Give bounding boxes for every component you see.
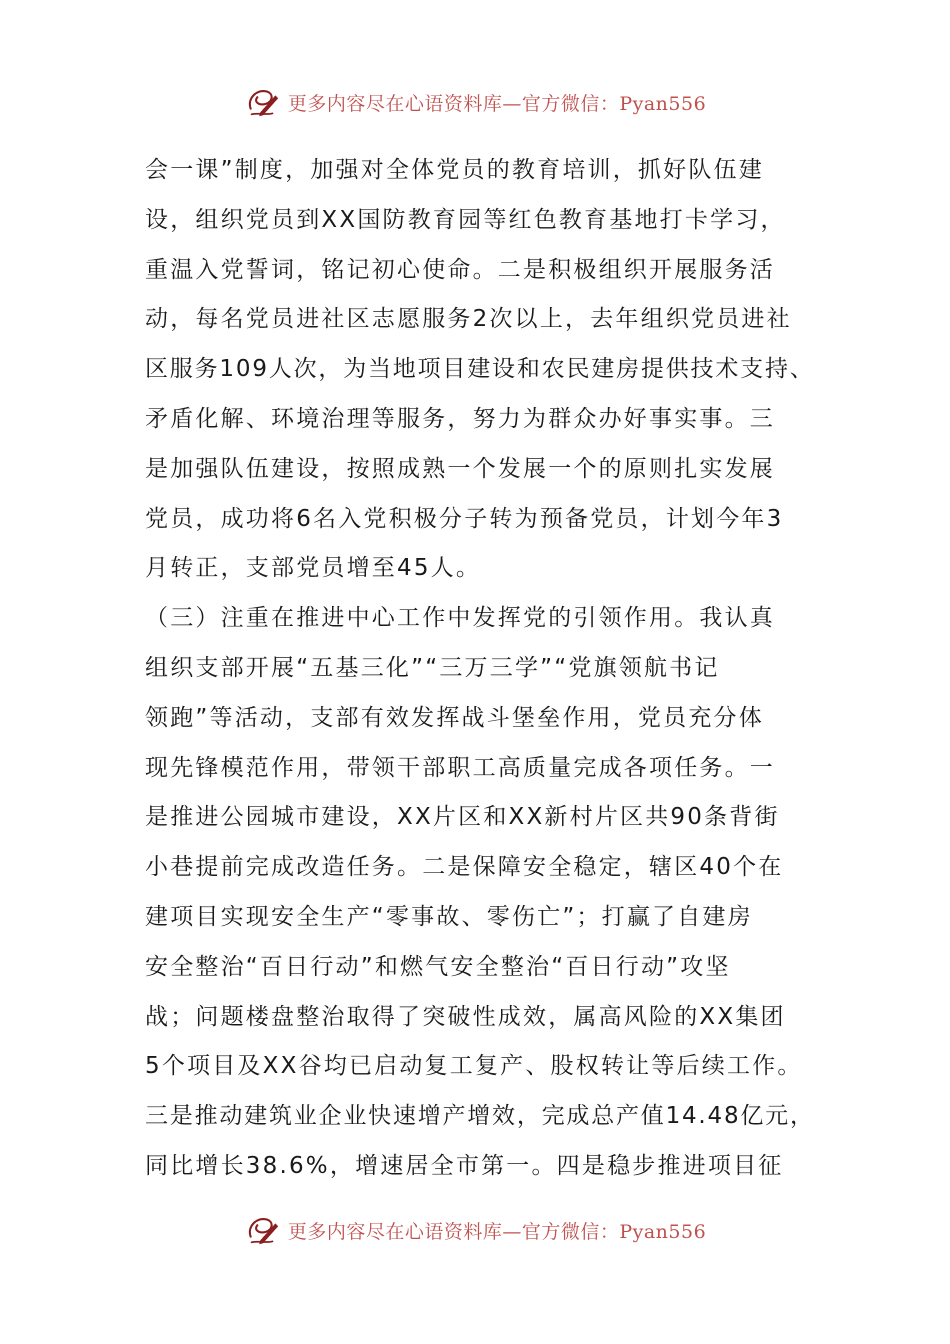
- text-line: 区服务109人次，为当地项目建设和农民建房提供技术支持、: [145, 356, 815, 383]
- text-line: 矛盾化解、环境治理等服务，努力为群众办好事实事。三: [145, 405, 775, 432]
- text-line: 是推进公园城市建设，XX片区和XX新村片区共90条背街: [145, 804, 780, 831]
- text-line: 小巷提前完成改造任务。二是保障安全稳定，辖区40个在: [145, 854, 784, 881]
- text-line: 会一课”制度，加强对全体党员的教育培训，抓好队伍建: [145, 157, 764, 183]
- text-line: （三）注重在推进中心工作中发挥党的引领作用。我认真: [145, 605, 775, 632]
- text-line: 建项目实现安全生产“零事故、零伤亡”；打赢了自建房: [145, 903, 753, 930]
- text-line: 组织支部开展“五基三化”“三万三学”“党旗领航书记: [145, 654, 720, 681]
- text-line: 设，组织党员到XX国防教育园等红色教育基地打卡学习，: [145, 206, 786, 233]
- text-line: 动，每名党员进社区志愿服务2次以上，去年组织党员进社: [145, 306, 792, 333]
- header-watermark: [0, 80, 950, 124]
- text-line: 领跑”等活动，支部有效发挥战斗堡垒作用，党员充分体: [145, 704, 764, 731]
- pen-signature-icon: [244, 1211, 282, 1249]
- text-line: 是加强队伍建设，按照成熟一个发展一个的原则扎实发展: [145, 455, 775, 482]
- text-line: 战；问题楼盘整治取得了突破性成效，属高风险的XX集团: [145, 1003, 786, 1030]
- document-body: [145, 146, 815, 1192]
- text-line: 同比增长38.6%，增速居全市第一。四是稳步推进项目征: [145, 1152, 784, 1179]
- text-line: 月转正，支部党员增至45人。: [145, 555, 482, 582]
- text-line: 重温入党誓词，铭记初心使命。二是积极组织开展服务活: [145, 256, 775, 283]
- pen-signature-icon: [244, 83, 282, 121]
- text-line: 三是推动建筑业企业快速增产增效，完成总产值14.48亿元，: [145, 1103, 815, 1130]
- text-line: 安全整治“百日行动”和燃气安全整治“百日行动”攻坚: [145, 953, 731, 980]
- text-line: 5个项目及XX谷均已启动复工复产、股权转让等后续工作。: [145, 1053, 803, 1080]
- text-line: 现先锋模范作用，带领干部职工高质量完成各项任务。一: [145, 754, 775, 781]
- watermark-text: 更多内容尽在心语资料库—官方微信：Pyan556: [287, 1220, 707, 1243]
- text-line: 党员，成功将6名入党积极分子转为预备党员，计划今年3: [145, 505, 784, 532]
- watermark-text: 更多内容尽在心语资料库—官方微信：Pyan556: [287, 92, 707, 115]
- footer-watermark: [0, 1208, 950, 1252]
